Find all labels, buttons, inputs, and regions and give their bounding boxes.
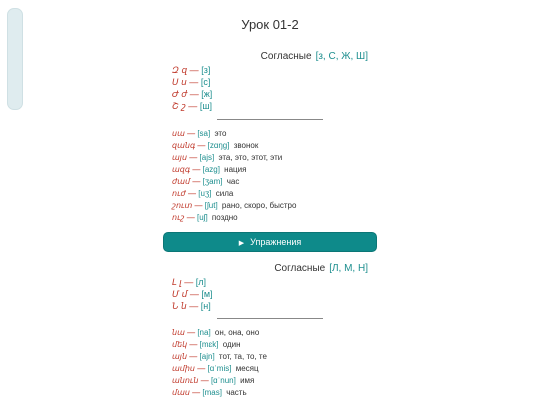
word-row bbox=[172, 339, 267, 351]
translation: тот, та, то, те bbox=[218, 352, 267, 361]
armenian-word: ժամ — bbox=[172, 177, 201, 186]
word-row bbox=[172, 387, 267, 399]
letters-list-1 bbox=[172, 64, 212, 112]
transcription: [mɛk] bbox=[199, 340, 219, 349]
divider bbox=[217, 318, 323, 319]
letter-row bbox=[172, 288, 213, 300]
transcription: [uʒ] bbox=[198, 189, 212, 198]
transcription: [na] bbox=[197, 328, 211, 337]
translation: часть bbox=[226, 388, 247, 397]
transcription: [ш] bbox=[199, 101, 213, 111]
armenian-letter: Ս ս — bbox=[172, 77, 199, 87]
translation: рано, скоро, быстро bbox=[221, 201, 297, 210]
letter-row bbox=[172, 64, 212, 76]
section-heading-transcription: [Л, М, Н] bbox=[329, 263, 368, 274]
word-row bbox=[172, 200, 296, 212]
armenian-word: ուժ — bbox=[172, 189, 197, 198]
section-heading-2 bbox=[274, 263, 368, 274]
armenian-word: մաս — bbox=[172, 388, 201, 397]
exercises-button[interactable] bbox=[164, 233, 376, 251]
armenian-word: զանգ — bbox=[172, 141, 206, 150]
section-heading-transcription: [з, С, Ж, Ш] bbox=[315, 51, 368, 62]
armenian-letter: Ժ ժ — bbox=[172, 89, 199, 99]
armenian-word: մեկ — bbox=[172, 340, 198, 349]
armenian-word: սա — bbox=[172, 129, 196, 138]
divider bbox=[217, 119, 323, 120]
transcription: [ajn] bbox=[199, 352, 215, 361]
letter-row bbox=[172, 100, 212, 112]
transcription: [azg] bbox=[202, 165, 220, 174]
translation: поздно bbox=[211, 213, 238, 222]
word-row bbox=[172, 140, 296, 152]
transcription: [с] bbox=[200, 77, 211, 87]
exercises-button-label: Упражнения bbox=[250, 237, 302, 247]
words-list-2 bbox=[172, 327, 267, 399]
word-row bbox=[172, 152, 296, 164]
armenian-letter: Շ շ — bbox=[172, 101, 198, 111]
word-row bbox=[172, 327, 267, 339]
armenian-word: ամիս — bbox=[172, 364, 206, 373]
translation: эта, это, этот, эти bbox=[218, 153, 283, 162]
letter-row bbox=[172, 88, 212, 100]
section-heading-1 bbox=[261, 51, 368, 62]
translation: нация bbox=[224, 165, 247, 174]
transcription: [ʃut] bbox=[204, 201, 218, 210]
words-list-1 bbox=[172, 128, 296, 224]
word-row bbox=[172, 164, 296, 176]
transcription: [н] bbox=[200, 301, 211, 311]
section-heading-text: Согласные bbox=[274, 263, 326, 274]
armenian-letter: Լ լ — bbox=[172, 277, 194, 287]
letter-row bbox=[172, 276, 213, 288]
transcription: [ж] bbox=[201, 89, 213, 99]
word-row bbox=[172, 212, 296, 224]
page-title: Урок 01-2 bbox=[241, 17, 299, 32]
armenian-word: այս — bbox=[172, 153, 198, 162]
transcription: [з] bbox=[201, 65, 211, 75]
letters-list-2 bbox=[172, 276, 213, 312]
letter-row bbox=[172, 76, 212, 88]
word-row bbox=[172, 176, 296, 188]
armenian-word: ազգ — bbox=[172, 165, 201, 174]
armenian-word: այն — bbox=[172, 352, 198, 361]
transcription: [sa] bbox=[197, 129, 211, 138]
translation: один bbox=[222, 340, 241, 349]
armenian-word: ուշ — bbox=[172, 213, 195, 222]
transcription: [ʒam] bbox=[202, 177, 223, 186]
transcription: [л] bbox=[195, 277, 207, 287]
armenian-letter: Զ զ — bbox=[172, 65, 199, 75]
translation: час bbox=[226, 177, 240, 186]
translation: это bbox=[214, 129, 227, 138]
armenian-word: նա — bbox=[172, 328, 196, 337]
translation: он, она, оно bbox=[214, 328, 260, 337]
word-row bbox=[172, 351, 267, 363]
transcription: [uʃ] bbox=[197, 213, 208, 222]
transcription: [ajs] bbox=[199, 153, 215, 162]
letter-row bbox=[172, 300, 213, 312]
section-heading-text: Согласные bbox=[260, 51, 312, 62]
transcription: [mas] bbox=[202, 388, 222, 397]
armenian-letter: Ն ն — bbox=[172, 301, 199, 311]
transcription: [ɑˈnun] bbox=[210, 376, 236, 385]
word-row bbox=[172, 188, 296, 200]
armenian-letter: Մ մ — bbox=[172, 289, 199, 299]
transcription: [zɑŋg] bbox=[207, 141, 230, 150]
transcription: [м] bbox=[201, 289, 213, 299]
armenian-word: շուտ — bbox=[172, 201, 203, 210]
translation: сила bbox=[215, 189, 234, 198]
armenian-word: անուն — bbox=[172, 376, 209, 385]
word-row bbox=[172, 128, 296, 140]
word-row bbox=[172, 375, 267, 387]
transcription: [ɑˈmis] bbox=[207, 364, 232, 373]
translation: месяц bbox=[235, 364, 259, 373]
translation: звонок bbox=[233, 141, 259, 150]
translation: имя bbox=[240, 376, 255, 385]
word-row bbox=[172, 363, 267, 375]
triangle-right-icon: ▶ bbox=[238, 240, 245, 247]
